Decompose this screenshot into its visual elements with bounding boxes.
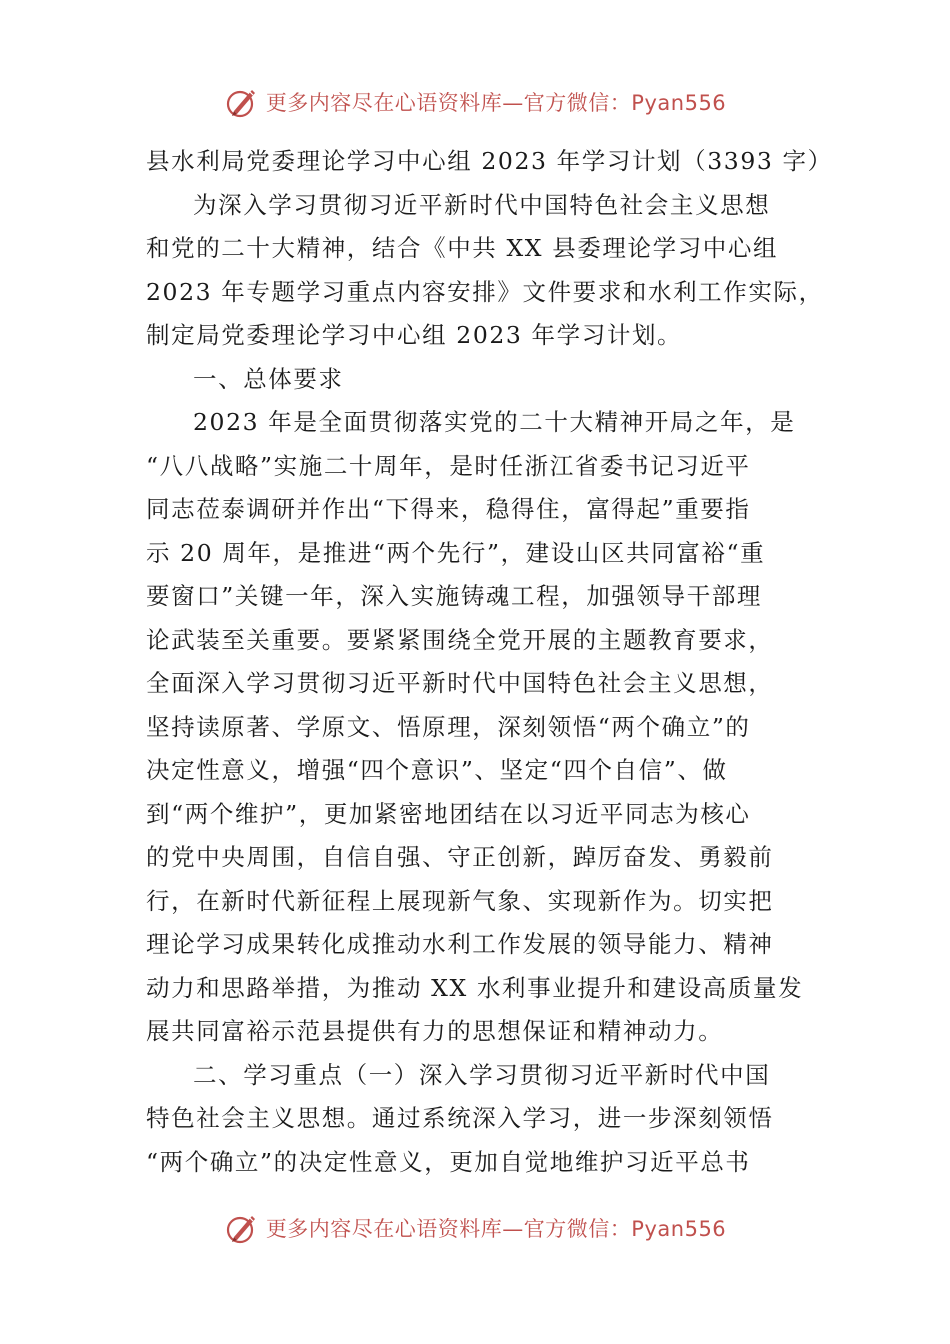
text-line: 特色社会主义思想。通过系统深入学习，进一步深刻领悟 xyxy=(146,1104,774,1132)
text-line: 到“两个维护”，更加紧密地团结在以习近平同志为核心 xyxy=(146,799,751,828)
text-line: 论武装至关重要。要紧紧围绕全党开展的主题教育要求， xyxy=(146,625,774,654)
text-line: 理论学习成果转化成推动水利工作发展的领导能力、精神 xyxy=(146,930,774,958)
text-line: 二、学习重点（一）深入学习贯彻习近平新时代中国 xyxy=(193,1060,771,1089)
text-line: 全面深入学习贯彻习近平新时代中国特色社会主义思想， xyxy=(146,669,774,697)
intro-paragraph xyxy=(146,184,824,358)
header-banner xyxy=(0,82,950,122)
banner-text: 更多内容尽在心语资料库—官方微信：Pyan556 xyxy=(265,1217,727,1241)
banner-text: 更多内容尽在心语资料库—官方微信：Pyan556 xyxy=(265,91,727,115)
text-line: 决定性意义，增强“四个意识”、坚定“四个自信”、做 xyxy=(146,756,728,784)
text-line: 示 20 周年，是推进“两个先行”，建设山区共同富裕“重 xyxy=(146,538,766,567)
document-title: 县水利局党委理论学习中心组 2023 年学习计划（3393 字） xyxy=(146,147,833,175)
text-line: 2023 年是全面贯彻落实党的二十大精神开局之年，是 xyxy=(193,408,796,436)
text-line: 展共同富裕示范县提供有力的思想保证和精神动力。 xyxy=(146,1017,724,1045)
document-body xyxy=(146,140,833,1184)
requirements-paragraph xyxy=(146,401,806,1054)
text-line: 动力和思路举措，为推动 XX 水利事业提升和建设高质量发 xyxy=(146,973,804,1002)
text-line: 2023 年专题学习重点内容安排》文件要求和水利工作实际， xyxy=(146,277,824,306)
text-line: 和党的二十大精神，结合《中共 XX 县委理论学习中心组 xyxy=(146,234,779,262)
text-line: 为深入学习贯彻习近平新时代中国特色社会主义思想 xyxy=(193,190,771,219)
pen-logo-icon xyxy=(224,84,260,120)
study-focus-paragraph xyxy=(146,1054,806,1185)
text-line: “八八战略”实施二十周年，是时任浙江省委书记习近平 xyxy=(146,451,751,480)
text-line: 要窗口”关键一年，深入实施铸魂工程，加强领导干部理 xyxy=(146,582,763,610)
footer-banner xyxy=(0,1208,950,1248)
text-line: 的党中央周围，自信自强、守正创新，踔厉奋发、勇毅前 xyxy=(146,843,774,871)
text-line: “两个确立”的决定性意义，更加自觉地维护习近平总书 xyxy=(146,1147,751,1176)
text-line: 制定局党委理论学习中心组 2023 年学习计划。 xyxy=(146,321,683,349)
text-line: 行，在新时代新征程上展现新气象、实现新作为。切实把 xyxy=(146,886,774,915)
pen-logo-icon xyxy=(224,1210,260,1246)
text-line: 同志莅泰调研并作出“下得来，稳得住，富得起”重要指 xyxy=(146,495,751,523)
text-line: 坚持读原著、学原文、悟原理，深刻领悟“两个确立”的 xyxy=(146,712,751,741)
section-heading: 一、总体要求 xyxy=(193,364,344,393)
section-heading-1 xyxy=(146,358,806,402)
